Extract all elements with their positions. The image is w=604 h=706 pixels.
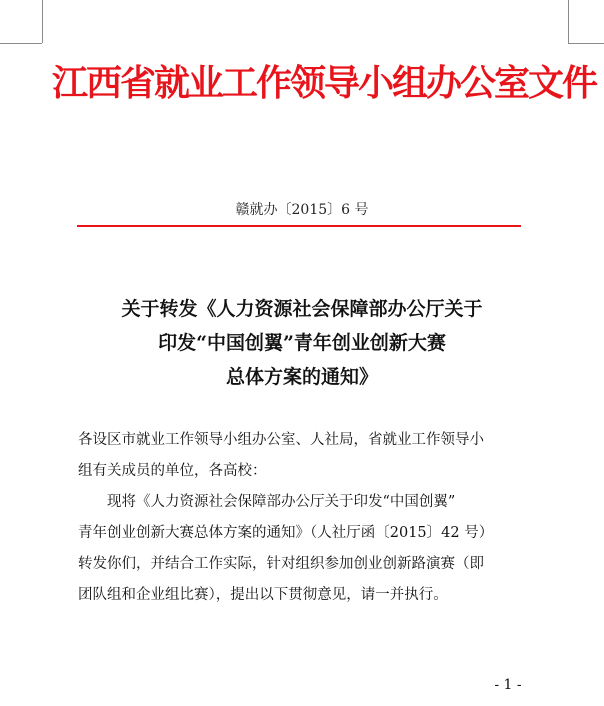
- body-line: 组有关成员的单位，各高校：: [78, 463, 267, 479]
- crop-mark-top-right-h: [568, 43, 604, 44]
- body-line: 各设区市就业工作领导小组办公室、人社局，省就业工作领导小: [78, 432, 484, 448]
- crop-mark-top-right-v: [568, 0, 569, 43]
- title-line: 印发“中国创翼”青年创业创新大赛: [158, 332, 446, 354]
- body-line: 青年创业创新大赛总体方案的通知》（人社厅函〔2015〕42 号）: [78, 525, 494, 541]
- title-line: 总体方案的通知》: [225, 366, 378, 388]
- body-line: 团队组和企业组比赛），提出以下贯彻意见，请一并执行。: [78, 587, 448, 603]
- title-line: 关于转发《人力资源社会保障部办公厅关于: [121, 298, 483, 320]
- document-body: [78, 425, 528, 611]
- body-line: 转发你们，并结合工作实际，针对组织参加创业创新路演赛（即: [78, 556, 484, 572]
- page-number: - 1 -: [494, 677, 522, 693]
- crop-mark-top-left-h: [0, 43, 42, 44]
- document-number: 赣就办〔2015〕6 号: [235, 202, 369, 218]
- body-line: 现将《人力资源社会保障部办公厅关于印发“中国创翼”: [107, 494, 456, 510]
- crop-mark-top-left-v: [42, 0, 43, 43]
- red-divider-line: [77, 225, 521, 227]
- org-header-title: 江西省就业工作领导小组办公室文件: [52, 63, 597, 104]
- document-title: [60, 292, 544, 394]
